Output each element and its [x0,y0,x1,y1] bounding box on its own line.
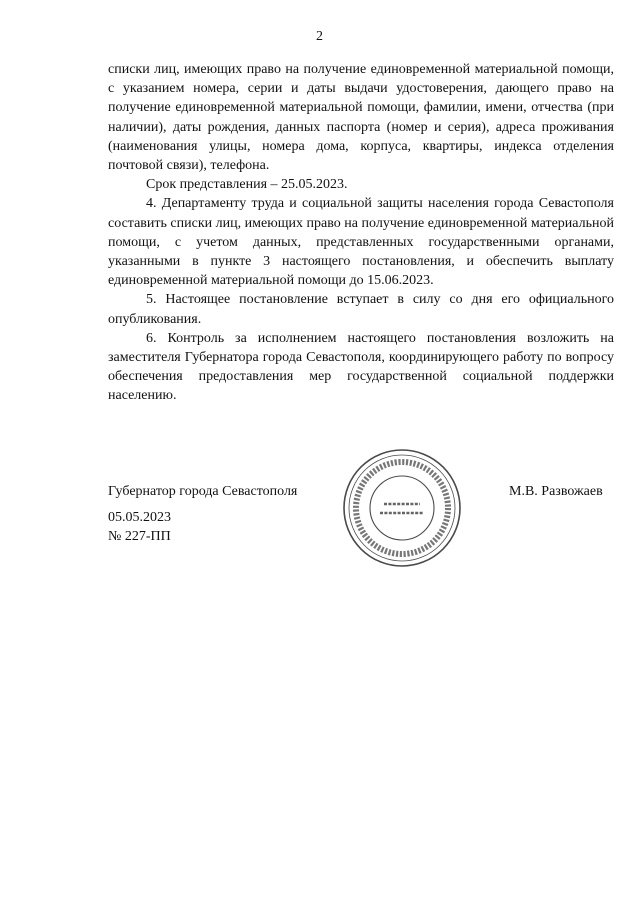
paragraph-deadline: Срок представления – 25.05.2023. [146,177,348,193]
document-number: № 227-ПП [108,529,171,544]
page-number: 2 [316,29,323,44]
paragraph-item-5: 5. Настоящее постановление вступает в силу со дня его официального опубликования. [108,292,614,327]
paragraph-item-4: 4. Департаменту труда и социальной защиты населения города Севастополя составить списки лиц, имеющих право на получение единовременной материальной помощи, с учетом данных, представленных государственными органами, указанными в пункте 3 настоящего постановления, и обеспечить выплату единовременной материальной помощи до 15.06.2023. [108,196,614,289]
document-body [108,60,614,406]
signatory-name: М.В. Развожаев [509,484,603,499]
paragraph-item-6: 6. Контроль за исполнением настоящего постановления возложить на заместителя Губернатора города Севастополя, координирующего работу по вопросу обеспечения предоставления мер государственной социальной поддержки населению. [108,330,614,404]
document-date: 05.05.2023 [108,510,171,525]
official-seal-icon [340,446,464,570]
paragraph-continuation: списки лиц, имеющих право на получение единовременной материальной помощи, с указанием номера, серии и даты выдачи удостоверения, дающего право на получение единовременной материальной помощи, фамилии, имени, отчества (при наличии), даты рождения, данных паспорта (номер и серия), адреса проживания (наименования улицы, номера дома, корпуса, квартиры, индекса отделения почтовой связи), телефона. [108,62,614,174]
signatory-title: Губернатор города Севастополя [108,484,298,499]
